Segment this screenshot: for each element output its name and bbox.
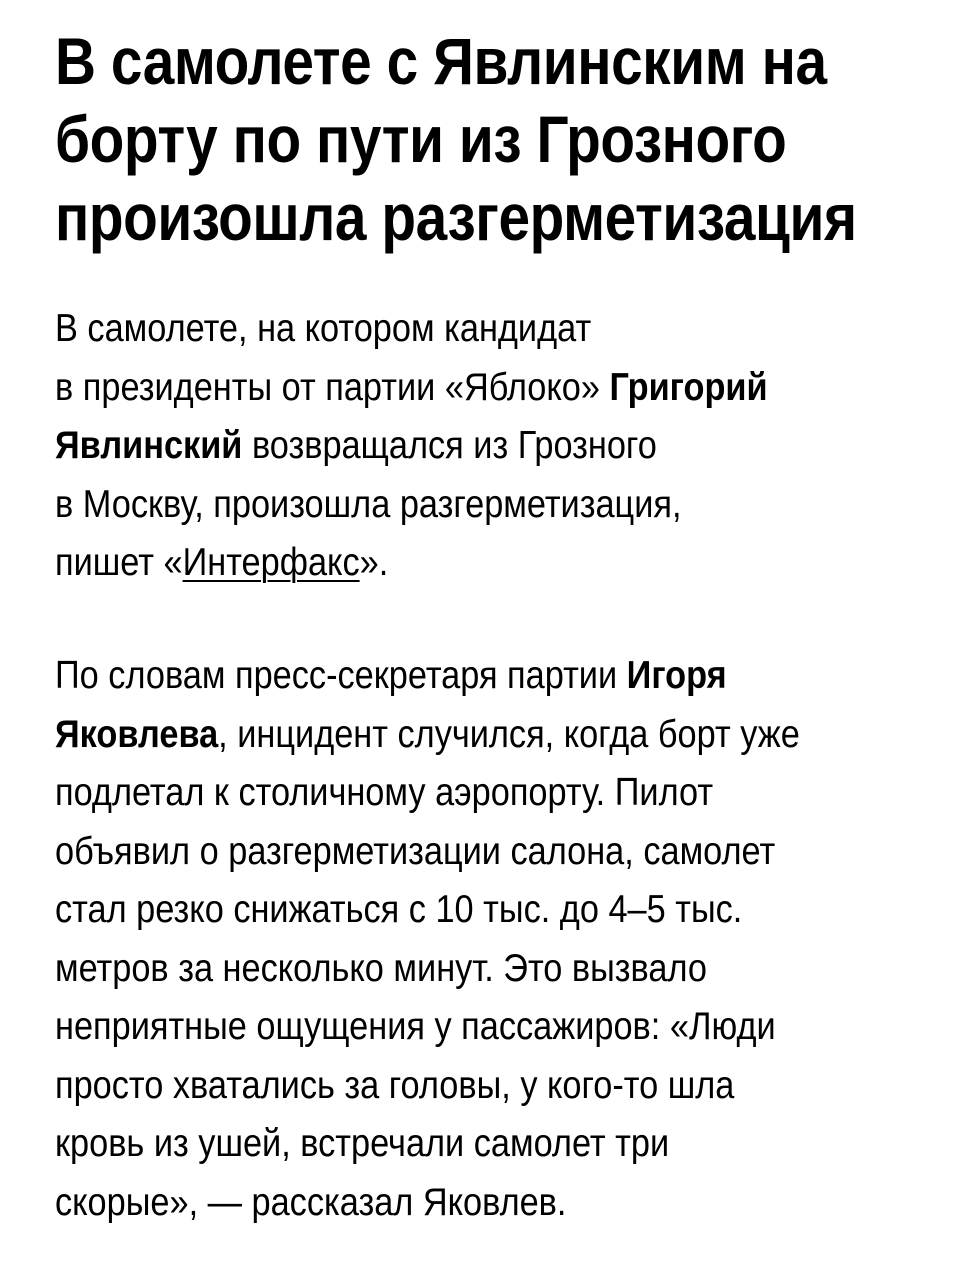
person-name-bold: Григорий	[609, 365, 768, 409]
paragraph-line	[55, 706, 935, 765]
person-name-bold: Явлинский	[55, 424, 243, 467]
article	[55, 22, 935, 1224]
paragraph-line: неприятные ощущения у пассажиров: «Люди	[55, 1005, 776, 1048]
paragraph-line: подлетал к столичному аэропорту. Пилот	[55, 771, 714, 814]
paragraph-details	[55, 647, 935, 1232]
paragraph-text: ».	[359, 541, 389, 584]
headline-line: борту по пути из Грозного	[55, 102, 787, 176]
paragraph-line	[55, 647, 935, 706]
person-name-bold: Яковлева	[55, 712, 219, 756]
paragraph-text: , инцидент случился, когда борт уже	[218, 712, 800, 756]
paragraph-line	[55, 359, 935, 418]
headline-line: произошла разгерметизация	[55, 180, 857, 254]
paragraph-line: кровь из ушей, встречали самолет три	[55, 1122, 670, 1165]
paragraph-text: пишет «	[55, 541, 183, 584]
paragraph-text: По словам пресс-секретаря партии	[55, 654, 627, 697]
paragraph-line: стал резко снижаться с 10 тыс. до 4–5 тыс.	[55, 888, 743, 931]
paragraph-line: В самолете, на котором кандидат	[55, 307, 592, 350]
paragraph-text: в президенты от партии «Яблоко»	[55, 365, 610, 409]
article-headline	[55, 22, 924, 256]
paragraph-line: скорые», — рассказал Яковлев.	[55, 1180, 567, 1224]
paragraph-line	[55, 534, 935, 593]
paragraph-intro	[55, 300, 935, 593]
headline-line: В самолете с Явлинским на	[55, 24, 827, 98]
paragraph-line: объявил о разгерметизации салона, самолет	[55, 829, 776, 873]
paragraph-line: в Москву, произошла разгерметизация,	[55, 482, 682, 526]
paragraph-line: метров за несколько минут. Это вызвало	[55, 946, 707, 990]
source-link-interfax[interactable]: Интерфакс	[182, 541, 360, 584]
paragraph-line: просто хватались за головы, у кого-то шла	[55, 1063, 735, 1107]
paragraph-line	[55, 417, 935, 476]
paragraph-text: возвращался из Грозного	[242, 424, 657, 467]
person-name-bold: Игоря	[626, 654, 727, 697]
